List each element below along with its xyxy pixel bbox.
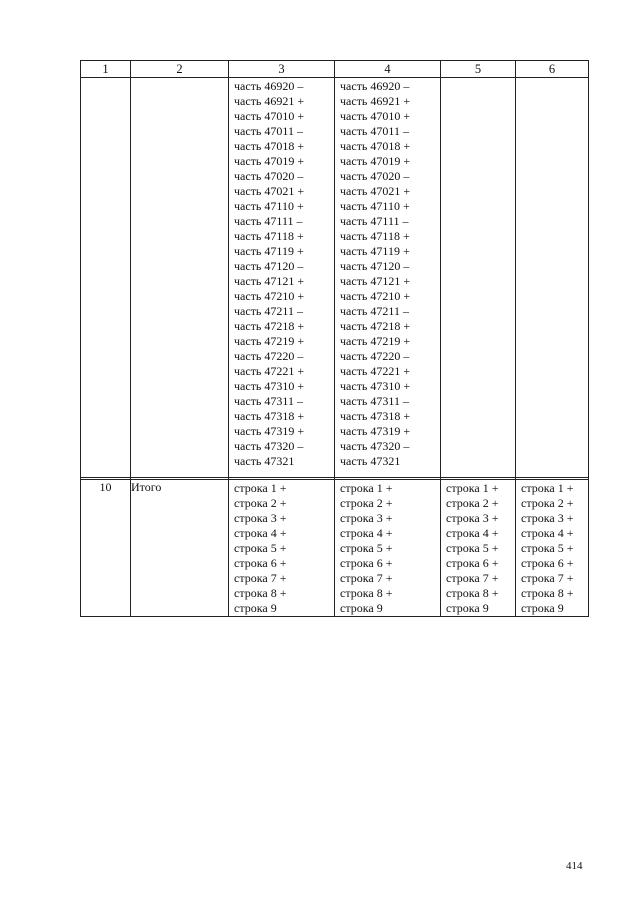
list-line: часть 47111 – (340, 214, 409, 228)
list-line: строка 5 + (446, 541, 499, 555)
total-row-label: Итого (131, 480, 229, 617)
parts-list-col3 (229, 78, 334, 477)
list-line: строка 1 + (234, 481, 287, 495)
list-line: строка 7 + (446, 571, 499, 585)
header-cell-2: 2 (131, 61, 229, 78)
total-row (81, 480, 589, 617)
list-line: часть 47018 + (340, 139, 411, 153)
list-line: часть 47320 – (234, 439, 304, 453)
parts-cell-2 (131, 78, 229, 478)
total-list-col6 (516, 480, 588, 616)
list-line: часть 47318 + (234, 409, 305, 423)
parts-cell-5 (441, 78, 516, 478)
list-line: часть 47011 – (234, 124, 303, 138)
list-line: часть 46921 + (234, 94, 305, 108)
list-line: строка 5 + (521, 541, 574, 555)
list-line: часть 47321 (340, 454, 401, 468)
list-line: часть 47011 – (340, 124, 409, 138)
list-line: строка 9 (234, 601, 277, 615)
list-line: строка 9 (340, 601, 383, 615)
list-line: часть 47019 + (340, 154, 411, 168)
list-line: строка 5 + (234, 541, 287, 555)
list-line: часть 47310 + (340, 379, 411, 393)
list-line: строка 8 + (340, 586, 393, 600)
list-line: строка 7 + (340, 571, 393, 585)
list-line: строка 5 + (340, 541, 393, 555)
list-line: часть 47010 + (234, 109, 305, 123)
parts-row (81, 78, 589, 478)
list-line: часть 47210 + (340, 289, 411, 303)
list-line: часть 47110 + (234, 199, 304, 213)
list-line: часть 47221 + (234, 364, 305, 378)
header-row (81, 61, 589, 78)
list-line: строка 2 + (340, 496, 393, 510)
list-line: строка 2 + (521, 496, 574, 510)
total-cell-4 (335, 480, 441, 617)
list-line: часть 47020 – (234, 169, 304, 183)
list-line: строка 6 + (446, 556, 499, 570)
list-line: строка 4 + (234, 526, 287, 540)
list-line: строка 4 + (340, 526, 393, 540)
list-line: часть 47121 + (340, 274, 411, 288)
header-cell-5: 5 (441, 61, 516, 78)
list-line: часть 47020 – (340, 169, 410, 183)
list-line: строка 4 + (521, 526, 574, 540)
list-line: часть 47220 – (340, 349, 410, 363)
list-line: часть 47319 + (340, 424, 411, 438)
list-line: часть 47218 + (340, 319, 411, 333)
list-line: строка 3 + (234, 511, 287, 525)
list-line: часть 47111 – (234, 214, 303, 228)
list-line: часть 47320 – (340, 439, 410, 453)
list-line: часть 47018 + (234, 139, 305, 153)
list-line: часть 47120 – (340, 259, 410, 273)
list-line: строка 9 (446, 601, 489, 615)
parts-cell-4 (335, 78, 441, 478)
total-cell-6 (516, 480, 589, 617)
list-line: часть 47319 + (234, 424, 305, 438)
list-line: строка 8 + (234, 586, 287, 600)
list-line: часть 47010 + (340, 109, 411, 123)
list-line: строка 7 + (234, 571, 287, 585)
list-line: часть 46920 – (234, 79, 304, 93)
parts-list-col4 (335, 78, 440, 477)
list-line: часть 47118 + (340, 229, 410, 243)
list-line: строка 3 + (446, 511, 499, 525)
list-line: строка 3 + (521, 511, 574, 525)
header-cell-6: 6 (516, 61, 589, 78)
list-line: часть 47219 + (234, 334, 305, 348)
report-table (80, 60, 589, 617)
list-line: часть 47218 + (234, 319, 305, 333)
total-cell-3 (229, 480, 335, 617)
list-line: часть 47211 – (234, 304, 303, 318)
list-line: часть 47311 – (234, 394, 303, 408)
list-line: часть 47110 + (340, 199, 410, 213)
header-cell-3: 3 (229, 61, 335, 78)
parts-cell-6 (516, 78, 589, 478)
total-row-number: 10 (81, 480, 131, 617)
list-line: строка 1 + (521, 481, 574, 495)
list-line: часть 47119 + (234, 244, 304, 258)
list-line: строка 3 + (340, 511, 393, 525)
parts-cell-3 (229, 78, 335, 478)
parts-cell-1 (81, 78, 131, 478)
list-line: строка 6 + (234, 556, 287, 570)
list-line: строка 7 + (521, 571, 574, 585)
list-line: часть 46921 + (340, 94, 411, 108)
list-line: часть 47121 + (234, 274, 305, 288)
total-list-col3 (229, 480, 334, 616)
list-line: строка 8 + (446, 586, 499, 600)
list-line: часть 46920 – (340, 79, 410, 93)
list-line: часть 47221 + (340, 364, 411, 378)
list-line: часть 47219 + (340, 334, 411, 348)
list-line: часть 47321 (234, 454, 295, 468)
header-cell-4: 4 (335, 61, 441, 78)
list-line: часть 47119 + (340, 244, 410, 258)
list-line: часть 47311 – (340, 394, 409, 408)
list-line: строка 9 (521, 601, 564, 615)
total-list-col4 (335, 480, 440, 616)
list-line: часть 47019 + (234, 154, 305, 168)
list-line: часть 47210 + (234, 289, 305, 303)
total-list-col5 (441, 480, 515, 616)
list-line: часть 47220 – (234, 349, 304, 363)
total-cell-5 (441, 480, 516, 617)
list-line: строка 1 + (340, 481, 393, 495)
list-line: строка 4 + (446, 526, 499, 540)
page-number: 414 (566, 860, 583, 872)
list-line: строка 1 + (446, 481, 499, 495)
list-line: строка 6 + (340, 556, 393, 570)
list-line: часть 47118 + (234, 229, 304, 243)
list-line: строка 6 + (521, 556, 574, 570)
list-line: строка 2 + (234, 496, 287, 510)
list-line: часть 47318 + (340, 409, 411, 423)
list-line: часть 47021 + (234, 184, 305, 198)
list-line: строка 8 + (521, 586, 574, 600)
list-line: часть 47021 + (340, 184, 411, 198)
list-line: часть 47211 – (340, 304, 409, 318)
list-line: часть 47310 + (234, 379, 305, 393)
list-line: часть 47120 – (234, 259, 304, 273)
list-line: строка 2 + (446, 496, 499, 510)
header-cell-1: 1 (81, 61, 131, 78)
